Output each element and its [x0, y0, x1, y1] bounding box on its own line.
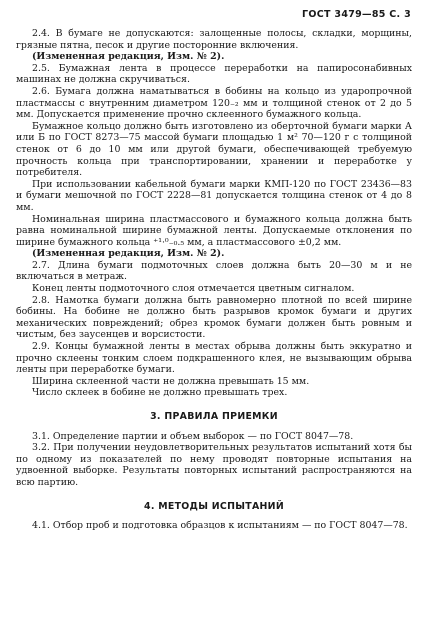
paragraph: 2.9. Концы бумажной ленты в местах обрыва должны быть эккуратно и прочно склеены тонким слоем подкрашенного клея, не вызывающим обрыва ленты при переработке бумаги.	[16, 341, 412, 376]
paragraph: 2.5. Бумажная лента в процессе переработки на папиросонабивных машинах не должна скручиваться.	[16, 62, 412, 86]
page-header: ГОСТ 3479—85 С. 3	[302, 9, 411, 20]
paragraph: 2.6. Бумага должна наматываться в бобины на кольцо из ударопрочной пластмассы с внутренним диаметром 120₋₂ мм и толщиной стенок от 2 до 5 мм. Допускается применение прочно склеенного бумажного кольца.	[16, 85, 412, 121]
section-4-title: 4. МЕТОДЫ ИСПЫТАНИЙ	[144, 500, 284, 512]
paragraph: Конец ленты подмоточного слоя отмечается цветным сигналом.	[32, 283, 355, 295]
section-3-title: 3. ПРАВИЛА ПРИЕМКИ	[150, 411, 278, 422]
paragraph: При использовании кабельной бумаги марки КМП-120 по ГОСТ 23436—83 и бумаги мешочной по ГОСТ 2228—81 допускается толщина стенок от 4 до 8 мм.	[16, 178, 412, 213]
paragraph-4-1: 4.1. Отбор проб и подготовка образцов к испытаниям — по ГОСТ 8047—78.	[32, 520, 408, 532]
document-body	[16, 28, 412, 532]
paragraph-3-1: 3.1. Определение партии и объем выборок — по ГОСТ 8047—78.	[32, 430, 354, 442]
paragraph: Бумажное кольцо должно быть изготовлено из оберточной бумаги марки А или Б по ГОСТ 8273—75 массой бумаги площадью 1 м² 70—120 г с толщиной стенок от 6 до 10 мм или другой бумаги, обеспечивающей требуемую прочность кольца при транспортировании, хранении и переработке у потребителя.	[16, 120, 412, 179]
paragraph-3-2: 3.2. При получении неудовлетворительных результатов испытаний хотя бы по одному из показателей по нему проводят повторные испытания на удвоенной выборке. Результаты повторных испытаний распространяются на всю партию.	[16, 442, 412, 488]
paragraph: 2.8. Намотка бумаги должна быть равномерно плотной по всей ширине бобины. На бобине не должно быть разрывов кромок бумаги и других механических повреждений; обрез кромок бумаги должен быть ровным и чистым, без заусенцев и ворсистости.	[16, 294, 412, 341]
paragraph: Ширина склеенной части не должна превышать 15 мм.	[32, 375, 310, 387]
paragraph: Число склеек в бобине не должно превышать трех.	[32, 387, 288, 399]
amendment-note: (Измененная редакция, Изм. № 2).	[32, 51, 225, 63]
paragraph: 2.4. В бумаге не допускаются: залощенные полосы, складки, морщины, грязные пятна, песок и другие посторонние включения.	[16, 28, 412, 51]
section-2-requirements	[16, 28, 412, 399]
amendment-note: (Измененная редакция, Изм. № 2).	[32, 248, 225, 260]
paragraph: 2.7. Длина бумаги подмоточных слоев должна быть 20—30 м и не включаться в метраж.	[16, 259, 412, 283]
paragraph: Номинальная ширина пластмассового и бумажного кольца должна быть равна номинальной ширине бумажной ленты. Допускаемые отклонения по ширине бумажного кольца ⁺¹·⁰₋₀.₅ мм, а пластмассового ±0,2 мм.	[16, 213, 412, 248]
